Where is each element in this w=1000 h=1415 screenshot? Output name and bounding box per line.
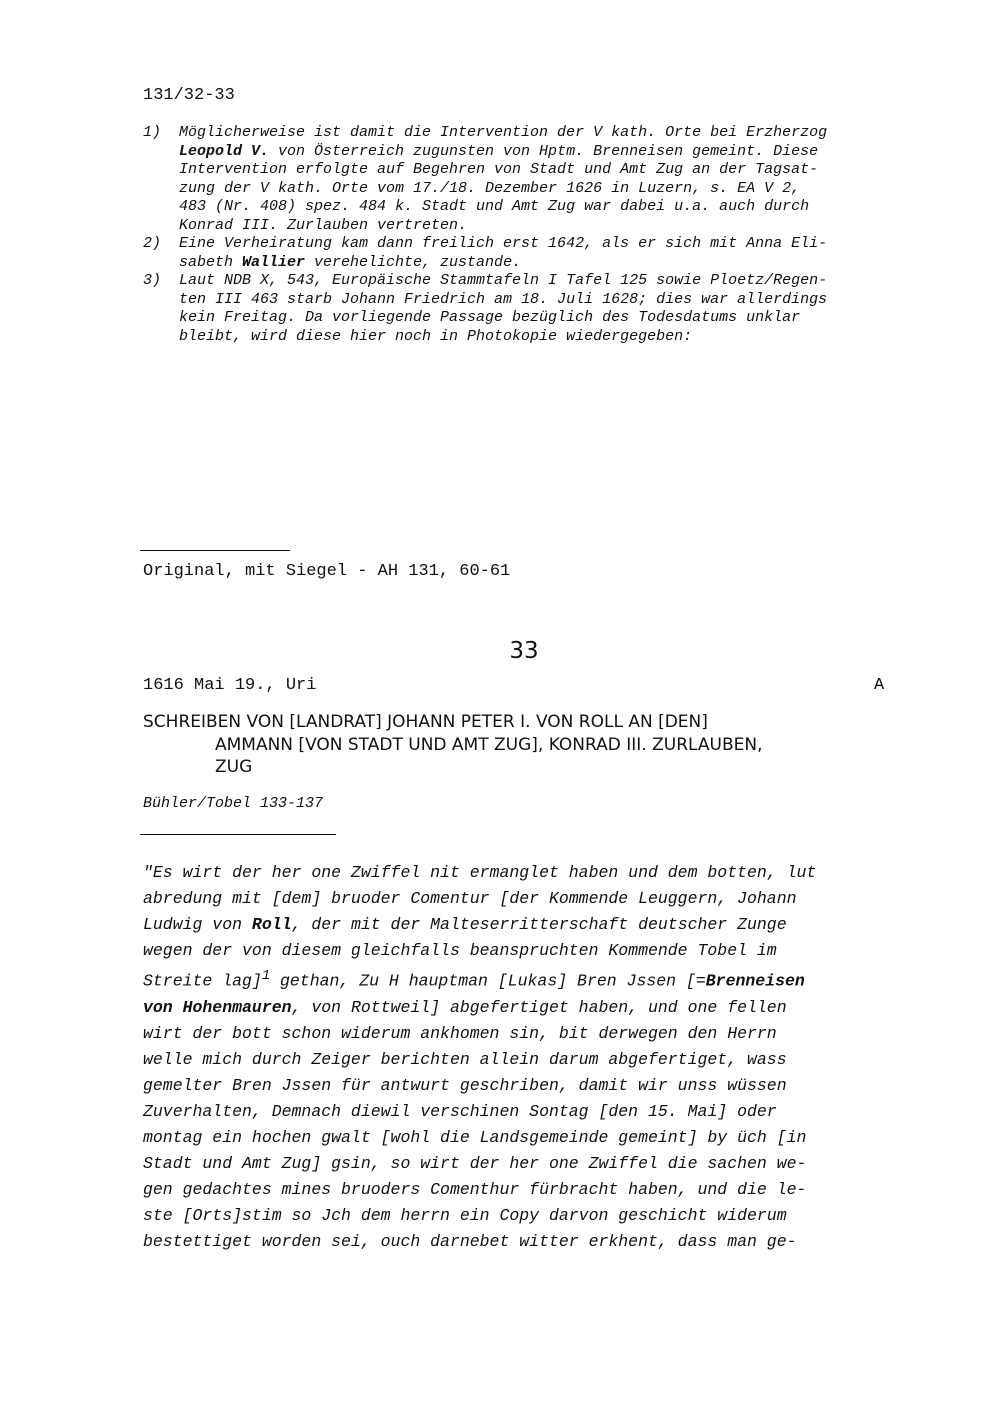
text-run: welle mich durch Zeiger berichten allein darum abgefertiget, wass — [143, 1049, 787, 1069]
footnote-marker: 1 — [261, 969, 271, 984]
emphasized-name: Leopold V. — [179, 142, 270, 160]
document-type-marker: A — [874, 676, 885, 695]
body-line — [143, 1151, 933, 1177]
body-line — [143, 1177, 933, 1203]
text-run: ten III 463 starb Johann Friedrich am 18. Juli 1628; dies war allerdings — [179, 290, 828, 308]
text-run: Stadt und Amt Zug] gsin, so wirt der her one Zwiffel die sachen we- — [143, 1153, 807, 1173]
body-line — [143, 886, 933, 912]
footnote-text — [179, 235, 918, 272]
text-run: wegen der von diesem gleichfalls beanspruchten Kommende Tobel im — [143, 941, 777, 960]
emphasized-name: Brenneisen — [705, 971, 805, 991]
footnote-line — [179, 291, 918, 310]
text-run: , von Rottweil] abgefertiget haben, und one fellen — [291, 997, 787, 1017]
text-run: von Österreich zugunsten von Hptm. Brenneisen gemeint. Diese — [269, 142, 819, 160]
body-line — [143, 964, 933, 995]
footnote-line — [179, 328, 918, 347]
text-run: ste [Orts]stim so Jch dem herrn ein Copy darvon geschicht widerum — [143, 1205, 787, 1225]
body-line — [143, 1021, 933, 1047]
text-run: gen gedachtes mines bruoders Comenthur fürbracht haben, und die le- — [143, 1179, 807, 1199]
separator-rule — [140, 550, 290, 551]
emphasized-name: Wallier — [242, 253, 306, 271]
text-run: , der mit der Malteserritterschaft deutscher Zunge — [291, 915, 787, 934]
text-run: 483 (Nr. 408) spez. 484 k. Stadt und Amt Zug war dabei u.a. auch durch — [179, 198, 810, 215]
footnote-text — [179, 124, 918, 235]
text-run: sabeth — [179, 253, 243, 271]
body-line — [143, 1099, 933, 1125]
body-line — [143, 1047, 933, 1073]
text-run: "Es wirt der her one Zwiffel nit ermanglet haben und dem botten, lut — [143, 863, 817, 882]
emphasized-name: von Hohenmauren — [143, 997, 292, 1017]
body-line — [143, 1229, 933, 1255]
body-line — [143, 1125, 933, 1151]
footnote-line — [179, 309, 918, 328]
text-run: Streite lag] — [143, 971, 262, 991]
emphasized-name: Roll — [251, 915, 292, 934]
footnotes — [143, 124, 918, 346]
text-run: Laut NDB X, 543, Europäische Stammtafeln I Tafel 125 sowie Ploetz/Regen- — [179, 272, 828, 289]
text-run: Ludwig von — [143, 915, 252, 934]
text-run: Intervention erfolgte auf Begehren von Stadt und Amt Zug an der Tagsat- — [179, 161, 819, 178]
text-run: wirt der bott schon widerum ankhomen sin, bit derwegen den Herrn — [143, 1023, 777, 1043]
document-title — [143, 711, 903, 779]
title-line: SCHREIBEN VON [LANDRAT] JOHANN PETER I. VON ROLL AN [DEN] — [143, 712, 708, 732]
footnote-line — [179, 180, 918, 199]
document-body — [143, 860, 933, 1255]
title-line: AMMANN [VON STADT UND AMT ZUG], KONRAD III. ZURLAUBEN, — [215, 734, 763, 755]
body-line — [143, 1203, 933, 1229]
text-run: zung der V kath. Orte vom 17./18. Dezember 1626 in Luzern, s. EA V 2, — [179, 179, 801, 197]
text-run: Konrad III. Zurlauben vertreten. — [179, 216, 468, 234]
footnote-line — [179, 198, 918, 217]
text-run: bestettiget worden sei, ouch darnebet witter erkhent, dass man ge- — [143, 1231, 797, 1251]
footnote-line — [179, 254, 918, 273]
text-run: kein Freitag. Da vorliegende Passage bezüglich des Todesdatums unklar — [179, 309, 801, 326]
footnote-line — [179, 217, 918, 236]
document-date-place: 1616 Mai 19., Uri — [143, 676, 317, 695]
body-line — [143, 1073, 933, 1099]
footnote-line — [179, 272, 918, 291]
text-run: Zuverhalten, Demnach diewil verschinen Sontag [den 15. Mai] oder — [143, 1101, 777, 1121]
footnote — [143, 124, 918, 235]
footnote-text — [179, 272, 918, 346]
source-note: Original, mit Siegel - AH 131, 60-61 — [143, 562, 511, 581]
text-run: abredung mit [dem] bruoder Comentur [der Kommende Leuggern, Johann — [143, 889, 797, 908]
footnote-number: 1) — [143, 124, 162, 141]
text-run: Eine Verheiratung kam dann freilich erst 1642, als er sich mit Anna Eli- — [179, 235, 828, 252]
footnote-line — [179, 235, 918, 254]
text-run: gemelter Bren Jssen für antwurt geschriben, damit wir unss wüssen — [143, 1075, 787, 1095]
footnote — [143, 235, 918, 272]
footnote-line — [179, 143, 918, 162]
footnote-number: 2) — [143, 235, 162, 252]
reference-citation: Bühler/Tobel 133-137 — [143, 795, 324, 812]
text-run: verehelichte, zustande. — [305, 253, 522, 271]
body-line — [143, 860, 933, 886]
text-run: Möglicherweise ist damit die Intervention der V kath. Orte bei Erzherzog — [179, 124, 828, 141]
document-number: 33 — [509, 638, 539, 664]
separator-rule — [140, 834, 336, 835]
footnote-line — [179, 161, 918, 180]
footnote-line — [179, 124, 918, 143]
footnote — [143, 272, 918, 346]
text-run: montag ein hochen gwalt [wohl die Landsgemeinde gemeint] by üch [in — [143, 1127, 807, 1147]
text-run: gethan, Zu H hauptman [Lukas] Bren Jssen [= — [270, 971, 706, 991]
body-line — [143, 912, 933, 938]
page-number: 131/32-33 — [143, 86, 235, 105]
text-run: bleibt, wird diese hier noch in Photokopie wiedergegeben: — [179, 327, 693, 345]
body-line — [143, 938, 933, 964]
body-line — [143, 995, 933, 1021]
footnote-number: 3) — [143, 272, 162, 289]
title-line: ZUG — [215, 757, 253, 777]
